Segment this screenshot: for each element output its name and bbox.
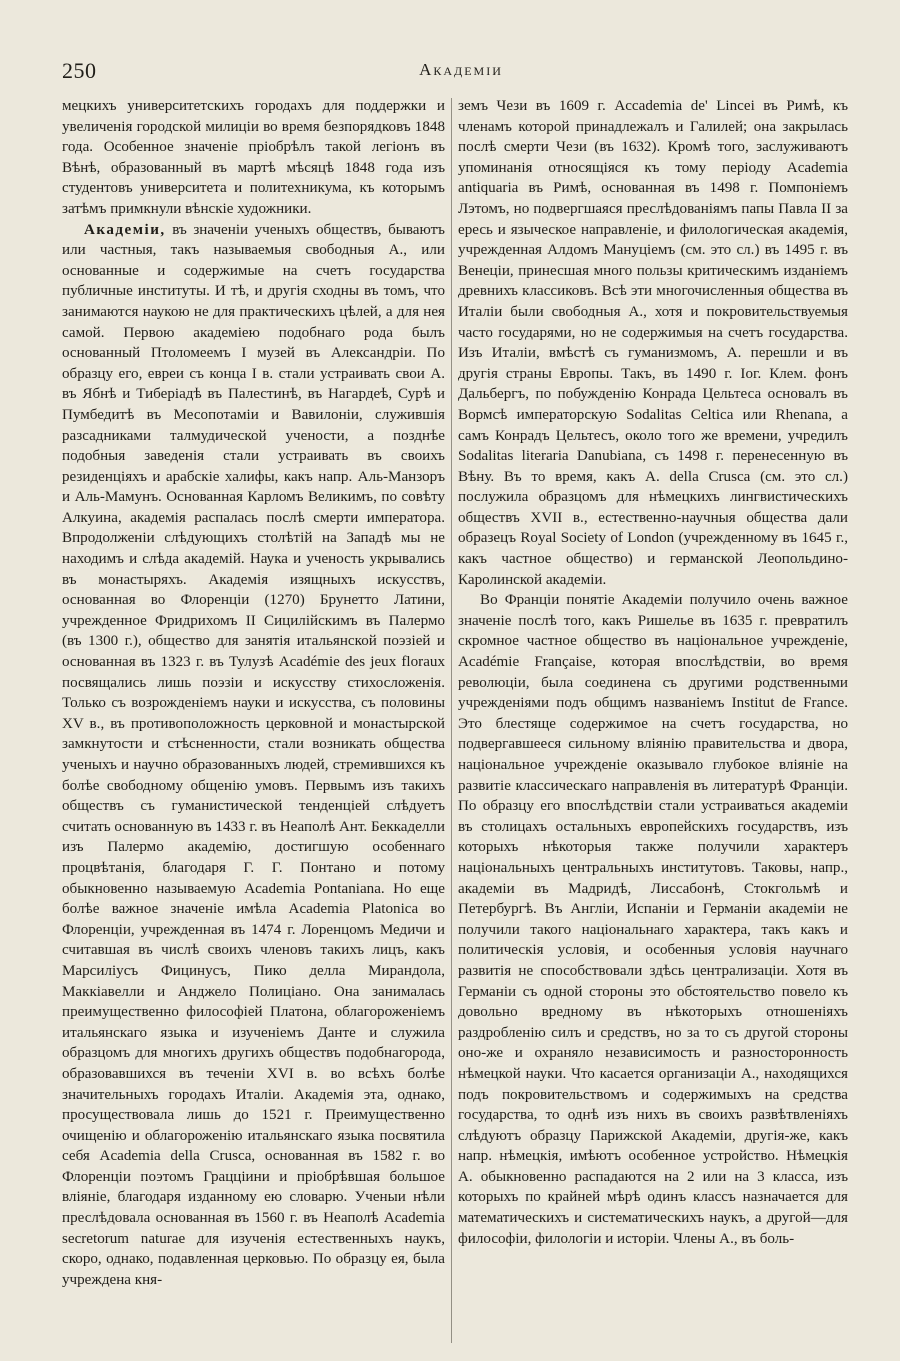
- article-paragraph: [62, 220, 445, 1291]
- article-text: въ значеніи ученыхъ обществъ, бываютъ или частныя, такъ называемыя свободныя А., или основанные и содержимые на счетъ государства публичные институты. И тѣ, и другія сходны въ томъ, что занимаются наукою не для практическихъ цѣлей, а для нея самой. Первою академіею подобнаго рода былъ основанный Птоломеемъ I музей въ Александріи. По образцу его, евреи съ конца I в. стали устраивать свои А. въ Ябнѣ и Тиберіадѣ въ Палестинѣ, въ Нагардеѣ, Сурѣ и Пумбедитѣ въ Месопотаміи и Вавилоніи, служившія разсадниками талмудической учености, а позднѣе подобныя заведенія стали устраивать въ своихъ резиденціяхъ и арабскіе халифы, какъ напр. Аль-Манзоръ и Аль-Мамунъ. Основанная Карломъ Великимъ, по совѣту Алкуина, академія распалась послѣ смерти императора. Впродолженіи слѣдующихъ столѣтій на Западѣ мы не находимъ и слѣда академій. Наука и ученость укрывались въ монастыряхъ. Академія изящныхъ искусствъ, основанная во Флоренціи (1270) Брунетто Латини, учрежденное Фридрихомъ II Сицилійскимъ въ Палермо (въ 1300 г.), общество для занятія итальянской поэзіей и основанная въ 1323 г. въ Тулузѣ Académie des jeux floraux посвящались лишь поэзіи и искусству стихосложенія. Только съ возрожденіемъ науки и искусства, съ половины XV в., въ противоположность церковной и монастырской замкнутости и стѣсненности, стали возникать общества ученыхъ и научно образованныхъ людей, стремившихся къ болѣе свободному общенію умовъ. Первымъ изъ такихъ обществъ съ гуманистической тенденціей слѣдуетъ считать основанную въ 1433 г. въ Неаполѣ Ант. Беккаделли изъ Палермо академію, достигшую особеннаго процвѣтанія, благодаря Г. Г. Понтано и потому обыкновенно называемую Academia Pontaniana. Но еще болѣе важное значеніе имѣла Academia Platonica во Флоренціи, учрежденная въ 1474 г. Лоренцомъ Медичи и считавшая въ числѣ своихъ членовъ такихъ лицъ, какъ Марсилiусъ Фицинусъ, Пико делла Мирандола, Маккіавелли и Анджело Полиціано. Она занималась преимущественно философіей Платона, облагороженіемъ итальянскаго языка и изученіемъ Данте и служила образцомъ для многихъ другихъ обществъ подобнагорода, образовавшихся въ теченіи XVI в. во всѣхъ болѣе значительныхъ городахъ Италіи. Академія эта, однако, просуществовала лишь до 1521 г. Преимущественно очищенію и облагороженію итальянскаго языка посвятила себя Academia della Crusca, основанная въ 1582 г. во Флоренціи поэтомъ Грацціини и пріобрѣвшая большое вліяніе, благодаря изданному ею словарю. Ученыи нѣли преслѣдовала основанная въ 1560 г. въ Неаполѣ Academia secretorum naturae для изученія естественныхъ наукъ, скоро, однако, подавленная церковью. По образцу ея, была учреждена кня-: [62, 221, 445, 1288]
- right-paragraph-1: земъ Чези въ 1609 г. Accademia de' Lincei въ Римѣ, къ членамъ которой принадлежалъ и Галилей; она закрылась послѣ смерти Чези (въ 1632). Кромѣ того, заслуживаютъ упоминанія относящіяся къ тому періоду Academia antiquaria въ Римѣ, основанная въ 1498 г. Помпоніемъ Лэтомъ, но подвергшаяся преслѣдованіямъ папы Павла II за ересь и языческое направленіе, и филологическая академія, учрежденная Алдомъ Мануціемъ (см. это сл.) въ 1495 г. въ Венеціи, принесшая много пользы критическимъ изданіемъ древнихъ классиковъ. Всѣ эти многочисленныя общества въ Италіи были свободныя А., хотя и покровительствуемыя часто государями, но не содержимыя на счетъ государства. Изъ Италіи, вмѣстѣ съ гуманизмомъ, А. перешли и въ другія страны Европы. Такъ, въ 1490 г. Іог. Клем. фонъ Дальбергъ, по побужденію Конрада Цельтеса основалъ въ Вормсѣ императорскую Sodalitas Celtica или Rhenana, а самъ Конрадъ Цельтесъ, около того же времени, учредилъ Sodalitas literaria Danubiana, съ 1498 г. перенесенную въ Вѣну. Въ то время, какъ А. della Crusca (см. это сл.) послужила образцомъ для нѣмецкихъ лингвистическихъ обществъ XVII в., естественно-научныя общества дали образецъ Royal Society of London (учрежденному въ 1645 г., какъ частное общество) и германской Леопольдино-Каролинской академіи.: [458, 98, 848, 588]
- page-number: 250: [62, 58, 97, 83]
- continued-paragraph: мецкихъ университетскихъ городахъ для поддержки и увеличенія городской милиціи во время безпорядковъ 1848 года. Особенное значеніе пріобрѣлъ такой легіонъ въ Вѣнѣ, образованный въ мартѣ мѣсяцѣ 1848 года изъ студентовъ университета и политехникума, къ которымъ затѣмъ примкнули вѣнскіе художники.: [62, 98, 445, 217]
- page-header: [62, 58, 860, 88]
- right-paragraph-2: Во Франціи понятіе Академіи получило очень важное значеніе послѣ того, какъ Ришелье въ 1635 г. превратилъ скромное частное общество въ національное учрежденіе, Académie Française, которая впослѣдствіи, во время революціи, была соединена съ другими родственными учрежденіями подъ общимъ названіемъ Institut de France. Это блестяще содержимое на счетъ государства, но подвергавшееся сильному вліянію правительства и двора, національное учрежденіе оказывало глубокое вліяніе на развитіе классическаго направленія въ литературѣ Франціи. По образцу его впослѣдствіи стали устраиваться академіи въ столицахъ остальныхъ европейскихъ государствъ, изъ которыхъ нѣкоторыя также получили характеръ національныхъ центральныхъ институтовъ. Таковы, напр., академіи въ Мадридѣ, Лиссабонѣ, Стокгольмѣ и Петербургѣ. Въ Англіи, Испаніи и Германіи академіи не получили такого національнаго характера, такъ какъ и политическія условія, и особенныя условія научнаго развитія не способствовали здѣсь централизаціи. Хотя въ Германіи съ одной стороны это обстоятельство повело къ довольно вредному въ нѣкоторыхъ отношеніяхъ раздробленію силъ и средствъ, но за то съ другой стороны оно-же и охраняло независимость и разносторонность нѣмецкой науки. Что касается организаціи А., находящихся подъ покровительствомъ и содержимыхъ на средства государства, то однѣ изъ нихъ въ своихъ развѣтвленіяхъ слѣдуютъ образцу Парижской Академіи, другія-же, какъ напр. нѣмецкія, имѣютъ особенное устройство. Нѣмецкія А. обыкновенно распадаются на 2 или на 3 класса, изъ которыхъ по крайней мѣрѣ одинъ классъ назначается для математическихъ и систематическихъ наукъ, а другой—для философіи, филологіи и исторіи. Члены А., въ боль-: [458, 592, 848, 1247]
- column-divider: [451, 98, 452, 1343]
- left-column: [62, 96, 445, 1290]
- running-head: Академіи: [419, 60, 503, 79]
- article-headword: Академіи,: [84, 221, 166, 238]
- right-column: [458, 96, 848, 1249]
